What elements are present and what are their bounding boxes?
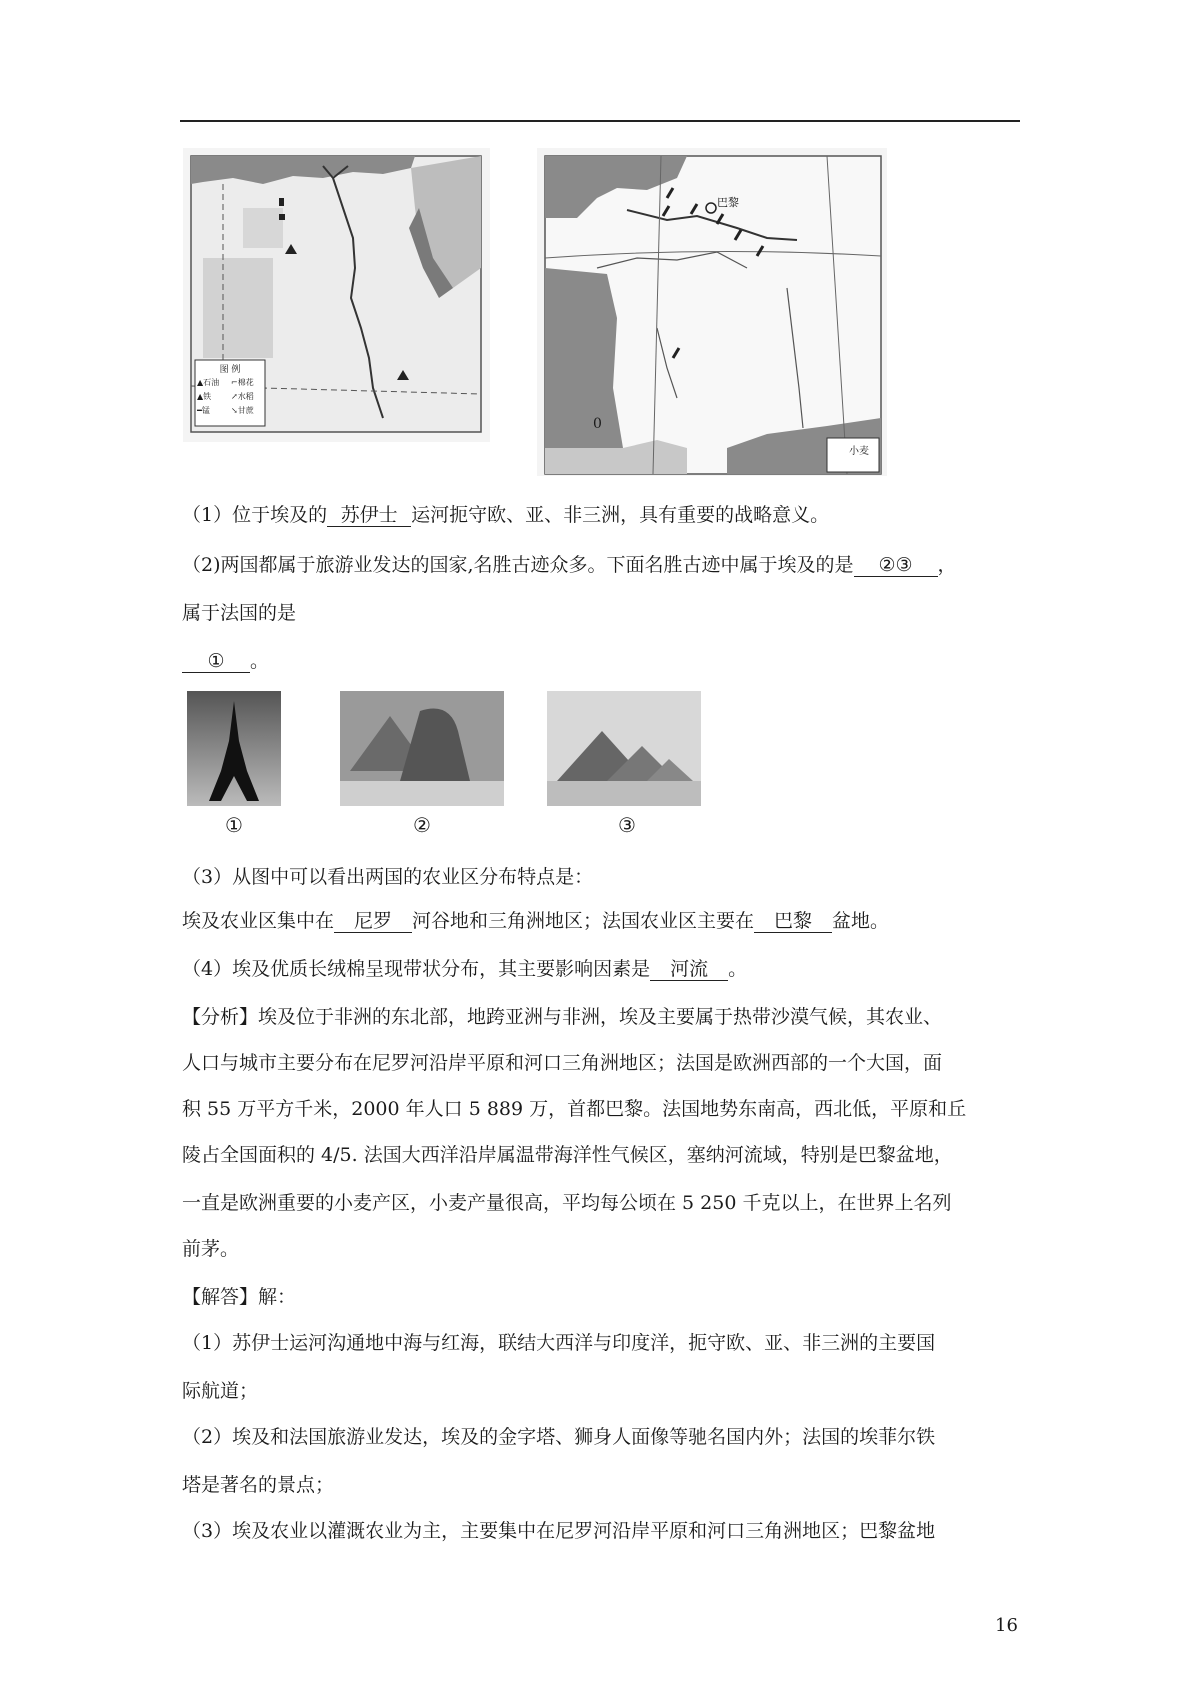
analysis-line-1: 【分析】埃及位于非洲的东北部，地跨亚洲与非洲，埃及主要属于热带沙漠气候，其农业、 <box>182 1006 943 1028</box>
question-3-line-1: （3）从图中可以看出两国的农业区分布特点是： <box>182 866 594 888</box>
egypt-map <box>183 148 490 442</box>
oil-icon: ▲石油 <box>197 378 220 387</box>
q3-answer-egypt: 尼罗 <box>334 910 412 933</box>
q2-suffix: ， <box>937 554 957 576</box>
caption-1: ① <box>225 813 243 837</box>
analysis-line-4: 陵占全国面积的 4/5. 法国大西洋沿岸属温带海洋性气候区，塞纳河流域，特别是巴黎盆地， <box>182 1144 953 1166</box>
solution-line-5: 塔是著名的景点； <box>182 1474 335 1496</box>
header-rule <box>180 120 1020 122</box>
q1-prefix: （1）位于埃及的 <box>182 504 328 526</box>
sphinx-photo <box>340 691 504 806</box>
rice-icon: ↗水稻 <box>231 392 254 401</box>
egypt-legend-title: 图 例 <box>219 365 241 375</box>
question-2-line-3 <box>182 648 269 674</box>
wheat-legend-label: 小麦 <box>849 446 869 457</box>
meridian-label: 0 <box>593 416 602 432</box>
q1-answer: 苏伊士 <box>327 504 411 527</box>
iron-icon: ▲铁 <box>197 392 212 401</box>
analysis-line-5: 一直是欧洲重要的小麦产区，小麦产量很高，平均每公顷在 5 250 千克以上，在世界上名列 <box>182 1192 952 1214</box>
question-1 <box>182 502 829 528</box>
q1-suffix: 运河扼守欧、亚、非三洲，具有重要的战略意义。 <box>411 504 830 526</box>
q3-prefix: 埃及农业区集中在 <box>182 910 335 932</box>
solution-line-6: （3）埃及农业以灌溉农业为主，主要集中在尼罗河沿岸平原和河口三角洲地区；巴黎盆地 <box>182 1520 936 1542</box>
egypt-legend <box>197 376 265 418</box>
question-2-line-1 <box>182 552 957 578</box>
paris-label: 巴黎 <box>717 196 739 209</box>
sugarcane-icon: ↘甘蔗 <box>231 406 254 415</box>
q4-suffix: 。 <box>728 958 748 980</box>
q3-answer-france: 巴黎 <box>754 910 832 933</box>
cotton-icon: ⌐棉花 <box>231 378 254 387</box>
q3-suffix: 盆地。 <box>832 910 890 932</box>
caption-2: ② <box>413 813 431 837</box>
eiffel-tower-photo <box>187 691 281 806</box>
solution-line-1: 【解答】解： <box>182 1286 297 1308</box>
france-map <box>537 148 887 476</box>
question-3-line-2 <box>182 908 889 934</box>
solution-line-3: 际航道； <box>182 1380 259 1402</box>
manganese-icon: ━锰 <box>197 406 210 415</box>
q2-answer-france: ① <box>182 650 250 673</box>
question-4 <box>182 956 747 982</box>
analysis-line-2: 人口与城市主要分布在尼罗河沿岸平原和河口三角洲地区；法国是欧洲西部的一个大国，面 <box>182 1052 943 1074</box>
q2-line3-suffix: 。 <box>250 650 270 672</box>
solution-line-2: （1）苏伊士运河沟通地中海与红海，联结大西洋与印度洋，扼守欧、亚、非三洲的主要国 <box>182 1332 936 1354</box>
pyramids-photo <box>547 691 701 806</box>
q2-answer-egypt: ②③ <box>854 554 938 577</box>
caption-3: ③ <box>618 813 636 837</box>
page-number: 16 <box>995 1615 1018 1636</box>
solution-line-4: （2）埃及和法国旅游业发达，埃及的金字塔、狮身人面像等驰名国内外；法国的埃菲尔铁 <box>182 1426 936 1448</box>
q4-prefix: （4）埃及优质长绒棉呈现带状分布，其主要影响因素是 <box>182 958 651 980</box>
q3-mid: 河谷地和三角洲地区；法国农业区主要在 <box>412 910 755 932</box>
q4-answer: 河流 <box>650 958 728 981</box>
q2-prefix: （2)两国都属于旅游业发达的国家,名胜古迹众多。下面名胜古迹中属于埃及的是 <box>182 554 854 576</box>
question-2-line-2: 属于法国的是 <box>182 602 297 624</box>
analysis-line-3: 积 55 万平方千米，2000 年人口 5 889 万，首都巴黎。法国地势东南高，西北低，平原和丘 <box>182 1098 967 1120</box>
analysis-line-6: 前茅。 <box>182 1238 240 1260</box>
